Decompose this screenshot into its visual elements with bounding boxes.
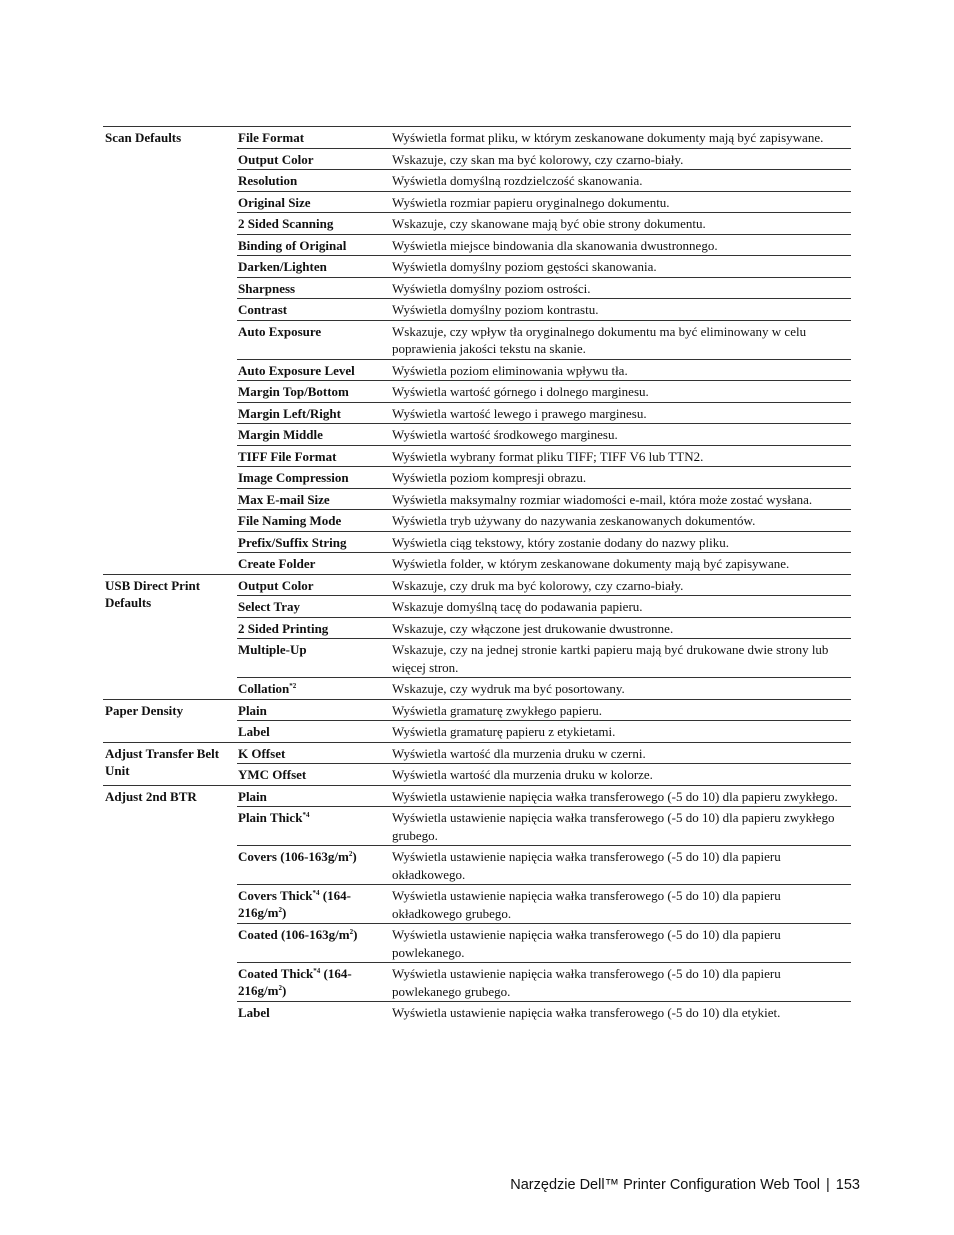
setting-description: Wyświetla ustawienie napięcia wałka transferowego (-5 do 10) dla etykiet. [392,1005,781,1020]
footer-title: Narzędzie Dell™ Printer Configuration Web Tool [510,1177,821,1193]
setting-name: Margin Top/Bottom [238,384,349,399]
table-row [237,402,851,424]
setting-name [237,807,391,845]
setting-name [237,885,391,923]
table-group [103,699,851,742]
group-rows [237,700,851,742]
group-rows [237,127,851,574]
table-row [237,884,851,923]
setting-name: Plain [238,702,267,718]
table-row [237,720,851,742]
setting-description: Wskazuje, czy wydruk ma być posortowany. [392,681,625,696]
group-rows [237,575,851,699]
setting-description: Wyświetla rozmiar papieru oryginalnego dokumentu. [392,194,670,210]
table-row [237,169,851,191]
setting-name: 2 Sided Printing [238,620,329,636]
setting-name-text: Coated (106-163g/m [238,927,350,942]
table-row [237,423,851,445]
table-row [237,552,851,574]
table-group [103,574,851,699]
setting-description: Wyświetla maksymalny rozmiar wiadomości e-mail, która może zostać wysłana. [392,491,813,507]
setting-name: Plain [238,788,267,804]
superscript: 2 [278,984,282,992]
setting-description: Wyświetla wartość lewego i prawego marginesu. [392,405,647,421]
table-row [237,127,851,148]
table-row [237,488,851,510]
setting-name-text: Covers (106-163g/m [238,849,349,864]
setting-description: Wskazuje, czy włączone jest drukowanie dwustronne. [392,620,674,636]
setting-description: Wyświetla domyślną rozdzielczość skanowania. [392,173,643,188]
setting-name [237,678,391,699]
superscript: 2 [349,928,354,936]
setting-name: Select Tray [238,599,300,614]
setting-description: Wyświetla ustawienie napięcia wałka transferowego (-5 do 10) dla papieru powlekanego. [392,927,781,960]
setting-name: File Format [238,130,305,145]
setting-description: Wyświetla domyślny poziom kontrastu. [392,302,599,317]
setting-description: Wskazuje, czy na jednej stronie kartki papieru mają być drukowane dwie strony lub więcej stron. [392,642,829,675]
footnote-marker: *2 [289,682,297,690]
setting-name: Darken/Lighten [238,259,327,274]
setting-name [237,963,391,1001]
group-rows [237,786,851,1023]
setting-name-tail: ) [281,905,287,920]
table-group [103,126,851,574]
setting-name-text: Plain Thick [238,810,303,825]
superscript: 2 [348,850,353,858]
table-group [103,742,851,785]
table-row [237,212,851,234]
group-label: USB Direct Print Defaults [105,577,201,610]
setting-description: Wyświetla wartość środkowego marginesu. [392,427,618,442]
table-row [237,786,851,807]
setting-name [237,846,391,884]
table-row [237,638,851,677]
setting-name-tail: ) [352,849,357,864]
setting-name-tail: (164-216g/m [238,888,351,920]
table-row [237,962,851,1001]
setting-name: Resolution [238,173,298,188]
setting-description: Wskazuje, czy skanowane mają być obie strony dokumentu. [392,216,706,231]
footnote-marker: *4 [313,967,321,975]
page-number: 153 [835,1177,860,1193]
setting-description: Wyświetla ustawienie napięcia wałka transferowego (-5 do 10) dla papieru zwykłego. [392,788,838,804]
setting-description: Wyświetla gramaturę papieru z etykietami. [392,724,616,739]
table-row [237,1001,851,1023]
setting-name: Output Color [238,577,314,593]
group-label: Adjust Transfer Belt Unit [105,745,220,778]
table-row [237,575,851,596]
setting-name: K Offset [238,745,286,761]
setting-name-text: Covers Thick [238,888,313,903]
setting-description: Wyświetla ciąg tekstowy, który zostanie dodany do nazwy pliku. [392,534,730,550]
setting-name: Output Color [238,151,314,167]
footnote-marker: *4 [312,889,320,897]
setting-description: Wyświetla tryb używany do nazywania zeskanowanych dokumentów. [392,513,756,528]
setting-description: Wyświetla domyślny poziom ostrości. [392,280,591,296]
setting-name-tail: (164-216g/m [238,966,352,998]
table-row [237,806,851,845]
setting-name: Margin Left/Right [238,405,341,421]
group-label: Paper Density [105,702,184,718]
setting-description: Wyświetla ustawienie napięcia wałka transferowego (-5 do 10) dla papieru okładkowego grubego. [392,888,781,921]
setting-name: YMC Offset [238,767,307,782]
setting-description: Wyświetla folder, w którym zeskanowane dokumenty mają być zapisywane. [392,556,790,571]
setting-name: Auto Exposure Level [238,362,355,378]
page-footer [510,1177,860,1193]
setting-name: Prefix/Suffix String [238,534,347,550]
setting-name: TIFF File Format [238,448,337,464]
setting-description: Wyświetla ustawienie napięcia wałka transferowego (-5 do 10) dla papieru zwykłego grubego. [392,810,835,843]
table-row [237,743,851,764]
setting-description: Wskazuje, czy wpływ tła oryginalnego dokumentu ma być eliminowany w celu poprawienia jakości tekstu na skanie. [392,323,807,356]
setting-name: 2 Sided Scanning [238,216,334,231]
table-row [237,277,851,299]
setting-name: Contrast [238,302,288,317]
setting-name: Label [238,1005,270,1020]
setting-name: Max E-mail Size [238,491,330,507]
table-row [237,595,851,617]
footer-separator: | [826,1177,830,1193]
setting-description: Wyświetla format pliku, w którym zeskanowane dokumenty mają być zapisywane. [392,130,824,145]
setting-description: Wyświetla domyślny poziom gęstości skanowania. [392,259,657,274]
setting-name: Multiple-Up [238,642,307,657]
group-label: Adjust 2nd BTR [105,788,197,804]
setting-name: Create Folder [238,556,316,571]
settings-table [103,126,851,1023]
setting-description: Wyświetla miejsce bindowania dla skanowania dwustronnego. [392,237,718,253]
setting-name-text: Collation [238,681,290,696]
table-row [237,677,851,699]
setting-description: Wyświetla wartość górnego i dolnego marginesu. [392,384,649,399]
setting-description: Wyświetla ustawienie napięcia wałka transferowego (-5 do 10) dla papieru okładkowego. [392,849,781,882]
setting-description: Wskazuje, czy druk ma być kolorowy, czy czarno-biały. [392,577,684,593]
setting-name-tail: ) [353,927,358,942]
table-row [237,700,851,721]
table-group [103,785,851,1023]
setting-description: Wyświetla poziom kompresji obrazu. [392,470,587,485]
table-row [237,445,851,467]
setting-description: Wyświetla wartość dla murzenia druku w kolorze. [392,767,653,782]
setting-description: Wyświetla ustawienie napięcia wałka transferowego (-5 do 10) dla papieru powlekanego grubego. [392,966,781,999]
table-row [237,923,851,962]
setting-description: Wyświetla wybrany format pliku TIFF; TIFF V6 lub TTN2. [392,448,704,464]
setting-name-text: Coated Thick [238,966,314,981]
table-row [237,509,851,531]
table-row [237,763,851,785]
table-row [237,298,851,320]
setting-name: Margin Middle [238,427,323,442]
table-row [237,466,851,488]
setting-name: Image Compression [238,470,349,485]
setting-description: Wyświetla wartość dla murzenia druku w czerni. [392,745,646,761]
setting-name: Original Size [238,194,311,210]
setting-name [237,924,391,962]
setting-description: Wyświetla poziom eliminowania wpływu tła. [392,362,628,378]
table-row [237,148,851,170]
setting-name: Binding of Original [238,237,347,253]
table-row [237,234,851,256]
table-row [237,359,851,381]
superscript: 2 [278,906,282,914]
setting-name: File Naming Mode [238,513,342,528]
setting-description: Wskazuje domyślną tacę do podawania papieru. [392,599,643,614]
table-row [237,617,851,639]
setting-description: Wskazuje, czy skan ma być kolorowy, czy czarno-biały. [392,151,684,167]
setting-name: Auto Exposure [238,323,322,339]
table-row [237,255,851,277]
table-row [237,531,851,553]
table-row [237,845,851,884]
group-label: Scan Defaults [105,130,182,145]
table-row [237,191,851,213]
footnote-marker: *4 [302,811,310,819]
table-row [237,320,851,359]
table-row [237,380,851,402]
setting-name: Sharpness [238,280,296,296]
setting-name: Label [238,724,270,739]
group-rows [237,743,851,785]
setting-description: Wyświetla gramaturę zwykłego papieru. [392,702,603,718]
setting-name-tail: ) [281,983,287,998]
